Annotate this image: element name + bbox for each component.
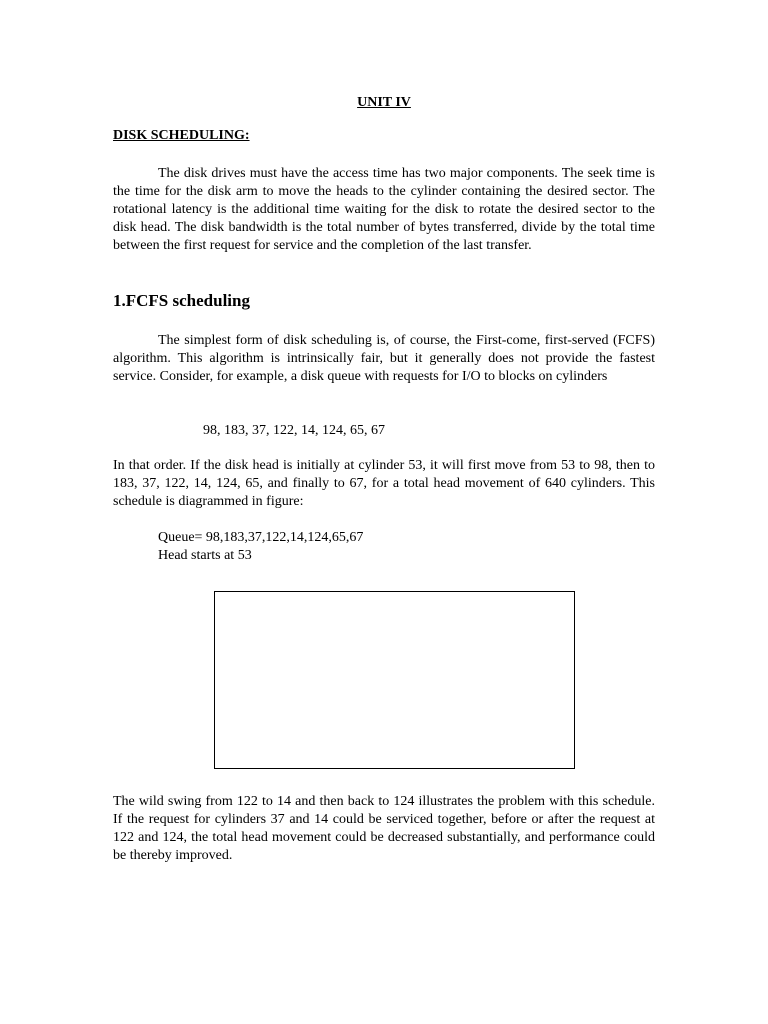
fcfs-heading: 1.FCFS scheduling xyxy=(113,291,250,310)
section-heading: DISK SCHEDULING: xyxy=(113,128,250,143)
figure-placeholder xyxy=(214,591,575,769)
queue-line: Queue= 98,183,37,122,14,124,65,67 xyxy=(158,530,364,545)
request-sequence: 98, 183, 37, 122, 14, 124, 65, 67 xyxy=(203,423,385,438)
order-paragraph: In that order. If the disk head is initially at cylinder 53, it will first move from 53 to 98, then to 183, 37, 122, 14, 124, 65, and finally to 67, for a total head movement of 640 cylinders. This schedule is diagrammed in figure: xyxy=(113,458,655,509)
unit-title: UNIT IV xyxy=(357,95,411,110)
closing-paragraph: The wild swing from 122 to 14 and then back to 124 illustrates the problem with this schedule. If the request for cylinders 37 and 14 could be serviced together, before or after the request at 122 and 124, the total head movement could be decreased substantially, and performance could be thereby improved. xyxy=(113,794,655,863)
intro-paragraph: The disk drives must have the access time has two major components. The seek time is the time for the disk arm to move the heads to the cylinder containing the desired sector. The rotational latency is the additional time waiting for the disk to rotate the desired sector to the disk head. The disk bandwidth is the total number of bytes transferred, divide by the total time between the first request for service and the completion of the last transfer. xyxy=(113,166,655,253)
queue-block xyxy=(158,529,363,565)
head-start-line: Head starts at 53 xyxy=(158,548,252,563)
fcfs-paragraph: The simplest form of disk scheduling is, of course, the First-come, first-served (FCFS) algorithm. This algorithm is intrinsically fair, but it generally does not provide the fastest service. Consider, for example, a disk queue with requests for I/O to blocks on cylinders xyxy=(113,333,655,384)
